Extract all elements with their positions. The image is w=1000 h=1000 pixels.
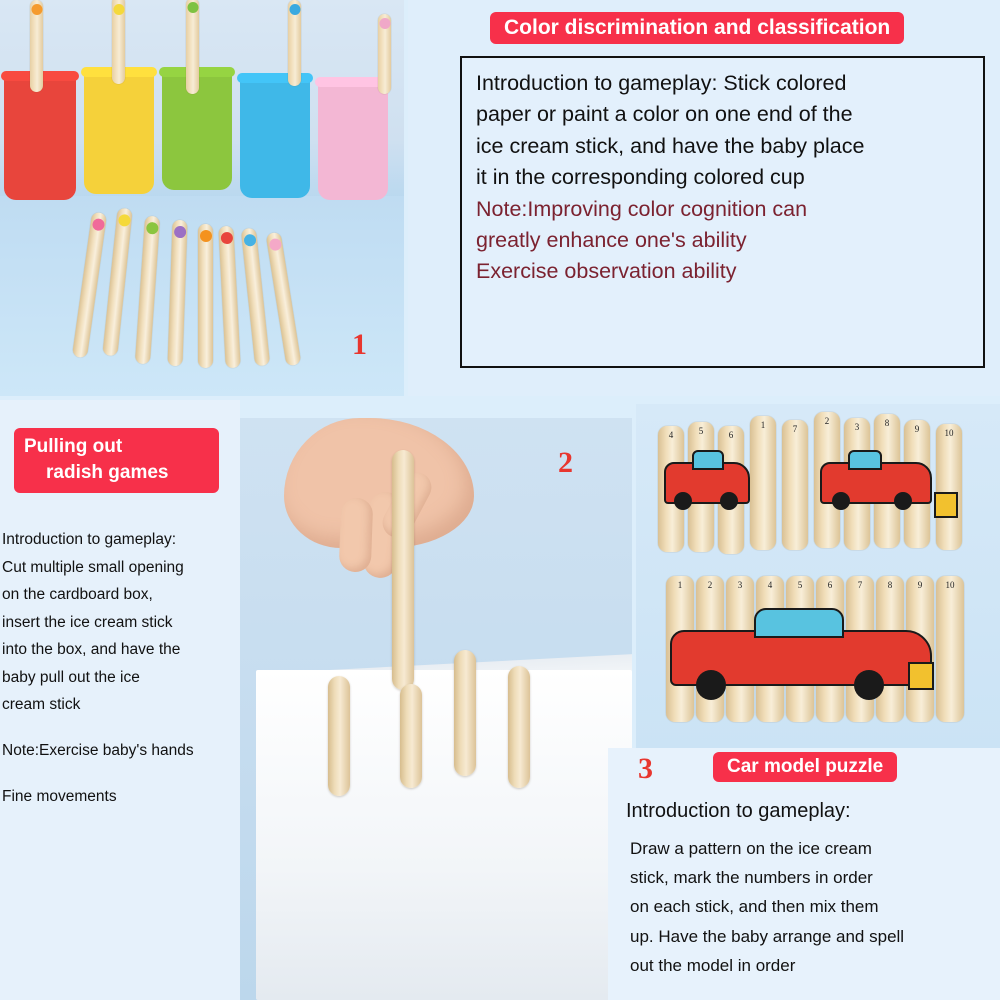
stick-tip-orange (31, 4, 42, 15)
car-model-title: Car model puzzle (713, 752, 897, 782)
radish-games-title-line2: radish games (46, 461, 169, 483)
radish-games-body (2, 526, 240, 810)
panel-color-discrimination-text (408, 0, 1000, 396)
radish-games-title (14, 428, 219, 493)
panel-radish-games-text (0, 400, 240, 1000)
box-stick-1 (328, 676, 350, 796)
finger-middle (339, 497, 374, 572)
cardboard-box (256, 670, 632, 1000)
puzzle-stick-number: 5 (797, 580, 803, 590)
puzzle-stick-number: 2 (707, 580, 713, 590)
puzzle-stick-number: 3 (737, 580, 743, 590)
stick-blue (288, 0, 301, 86)
stick-tip-pink (379, 18, 390, 29)
held-stick (392, 450, 414, 690)
radish-body-line-1: Introduction to gameplay: (2, 531, 177, 548)
radish-body-line-7: cream stick (2, 696, 81, 714)
radish-games-title-line1: Pulling out (24, 436, 123, 457)
puzzle-stick-number: 1 (760, 420, 766, 430)
puzzle-stick-number: 10 (944, 428, 954, 438)
puzzle-stick-number: 8 (884, 418, 890, 428)
puzzle-stick-number: 7 (792, 424, 798, 434)
puzzle-stick-top-4 (750, 416, 776, 550)
puzzle-stick-number: 6 (827, 580, 833, 590)
panel-color-sorting-photo (0, 0, 404, 396)
puzzle-stick-number: 10 (945, 580, 955, 590)
panel-car-puzzle-photo (636, 404, 1000, 748)
panel-number-2: 2 (558, 446, 573, 479)
lying-stick-dot-yellow (117, 214, 130, 227)
puzzle-stick-number: 5 (698, 426, 704, 436)
car-body-line-5: out the model in order (630, 955, 796, 975)
spacer-1 (2, 719, 240, 737)
stick-tip-green (187, 2, 198, 13)
stick-pink (378, 14, 391, 94)
puzzle-stick-number: 9 (914, 424, 920, 434)
note-line-1: Note:Improving color cognition can (476, 196, 808, 221)
red-cup (4, 76, 76, 200)
intro-line-4: it in the corresponding colored cup (476, 165, 805, 190)
color-discrimination-box (460, 56, 985, 368)
radish-body-line-2: Cut multiple small opening (2, 558, 184, 576)
lying-stick-dot-lightpink (268, 238, 282, 252)
radish-body-line-4: insert the ice cream stick (2, 613, 173, 631)
intro-line-3: ice cream stick, and have the baby place (476, 133, 865, 158)
spacer-2 (2, 765, 240, 783)
blue-cup (240, 78, 310, 198)
scrambled-car-left-wheel-2 (720, 492, 738, 510)
panel-radish-games-photo (240, 418, 632, 1000)
stick-green (186, 0, 199, 94)
radish-note-2: Fine movements (2, 787, 117, 805)
puzzle-stick-number: 9 (917, 580, 923, 590)
lying-stick-dot-blue (243, 234, 256, 247)
lying-stick-dot-orange (200, 230, 212, 242)
pink-cup (318, 82, 388, 200)
puzzle-stick-number: 4 (668, 430, 674, 440)
panel-car-model-puzzle-text (608, 748, 1000, 1000)
color-discrimination-title: Color discrimination and classification (490, 12, 904, 44)
scrambled-car-right-wheel-1 (832, 492, 850, 510)
radish-body-line-5: into the box, and have the (2, 641, 181, 659)
note-line-2: greatly enhance one's ability (476, 227, 747, 252)
puzzle-stick-number: 6 (728, 430, 734, 440)
intro-line-1: Introduction to gameplay: Stick colored (476, 71, 847, 95)
puzzle-stick-number: 7 (857, 580, 863, 590)
car-model-body (624, 834, 996, 980)
car-body-line-1: Draw a pattern on the ice cream (630, 839, 872, 858)
puzzle-stick-number: 1 (677, 580, 683, 590)
radish-note-1: Note:Exercise baby's hands (2, 742, 194, 760)
car-model-title-wrap (713, 752, 897, 782)
lying-stick-dot-green (145, 222, 158, 235)
puzzle-stick-number: 3 (854, 422, 860, 432)
assembled-car-wheel-right (854, 670, 884, 700)
lying-stick-dot-purple (173, 226, 185, 238)
puzzle-stick-top-10 (936, 424, 962, 550)
car-body-line-4: up. Have the baby arrange and spell (630, 926, 905, 946)
assembled-car-wheel-left (696, 670, 726, 700)
box-stick-4 (508, 666, 530, 788)
radish-body-line-3: on the cardboard box, (2, 586, 153, 604)
color-discrimination-title-wrap (490, 12, 904, 44)
scrambled-car-yellow-patch (934, 492, 958, 518)
stick-tip-yellow (113, 4, 124, 15)
intro-line-2: paper or paint a color on one end of the (476, 102, 853, 127)
scrambled-car-left-wheel-1 (674, 492, 692, 510)
panel-number-1: 1 (352, 328, 367, 361)
puzzle-stick-number: 2 (824, 416, 830, 426)
assembled-car-yellow-light (908, 662, 934, 690)
lying-stick-dot-pink (91, 218, 105, 232)
puzzle-stick-bottom-10 (936, 576, 964, 722)
car-body-line-3: on each stick, and then mix them (630, 897, 879, 917)
scrambled-car-left-window (692, 450, 724, 470)
assembled-car-window (754, 608, 844, 638)
radish-body-line-6: baby pull out the ice (2, 668, 140, 686)
stick-orange (30, 0, 43, 92)
lying-stick-dot-red (220, 232, 233, 245)
puzzle-stick-top-5 (782, 420, 808, 550)
puzzle-stick-number: 4 (767, 580, 773, 590)
stick-tip-blue (289, 4, 300, 15)
puzzle-stick-number: 8 (887, 580, 893, 590)
car-body-line-2: stick, mark the numbers in order (630, 868, 873, 888)
panel-number-3: 3 (638, 752, 653, 785)
lying-stick-orange (198, 224, 213, 368)
stick-yellow (112, 0, 125, 84)
box-stick-2 (400, 684, 422, 788)
note-line-3: Exercise observation ability (476, 259, 737, 284)
car-model-subtitle: Introduction to gameplay: (626, 800, 851, 822)
box-stick-3 (454, 650, 476, 776)
yellow-cup (84, 72, 154, 194)
scrambled-car-right-window (848, 450, 882, 470)
scrambled-car-right-wheel-2 (894, 492, 912, 510)
